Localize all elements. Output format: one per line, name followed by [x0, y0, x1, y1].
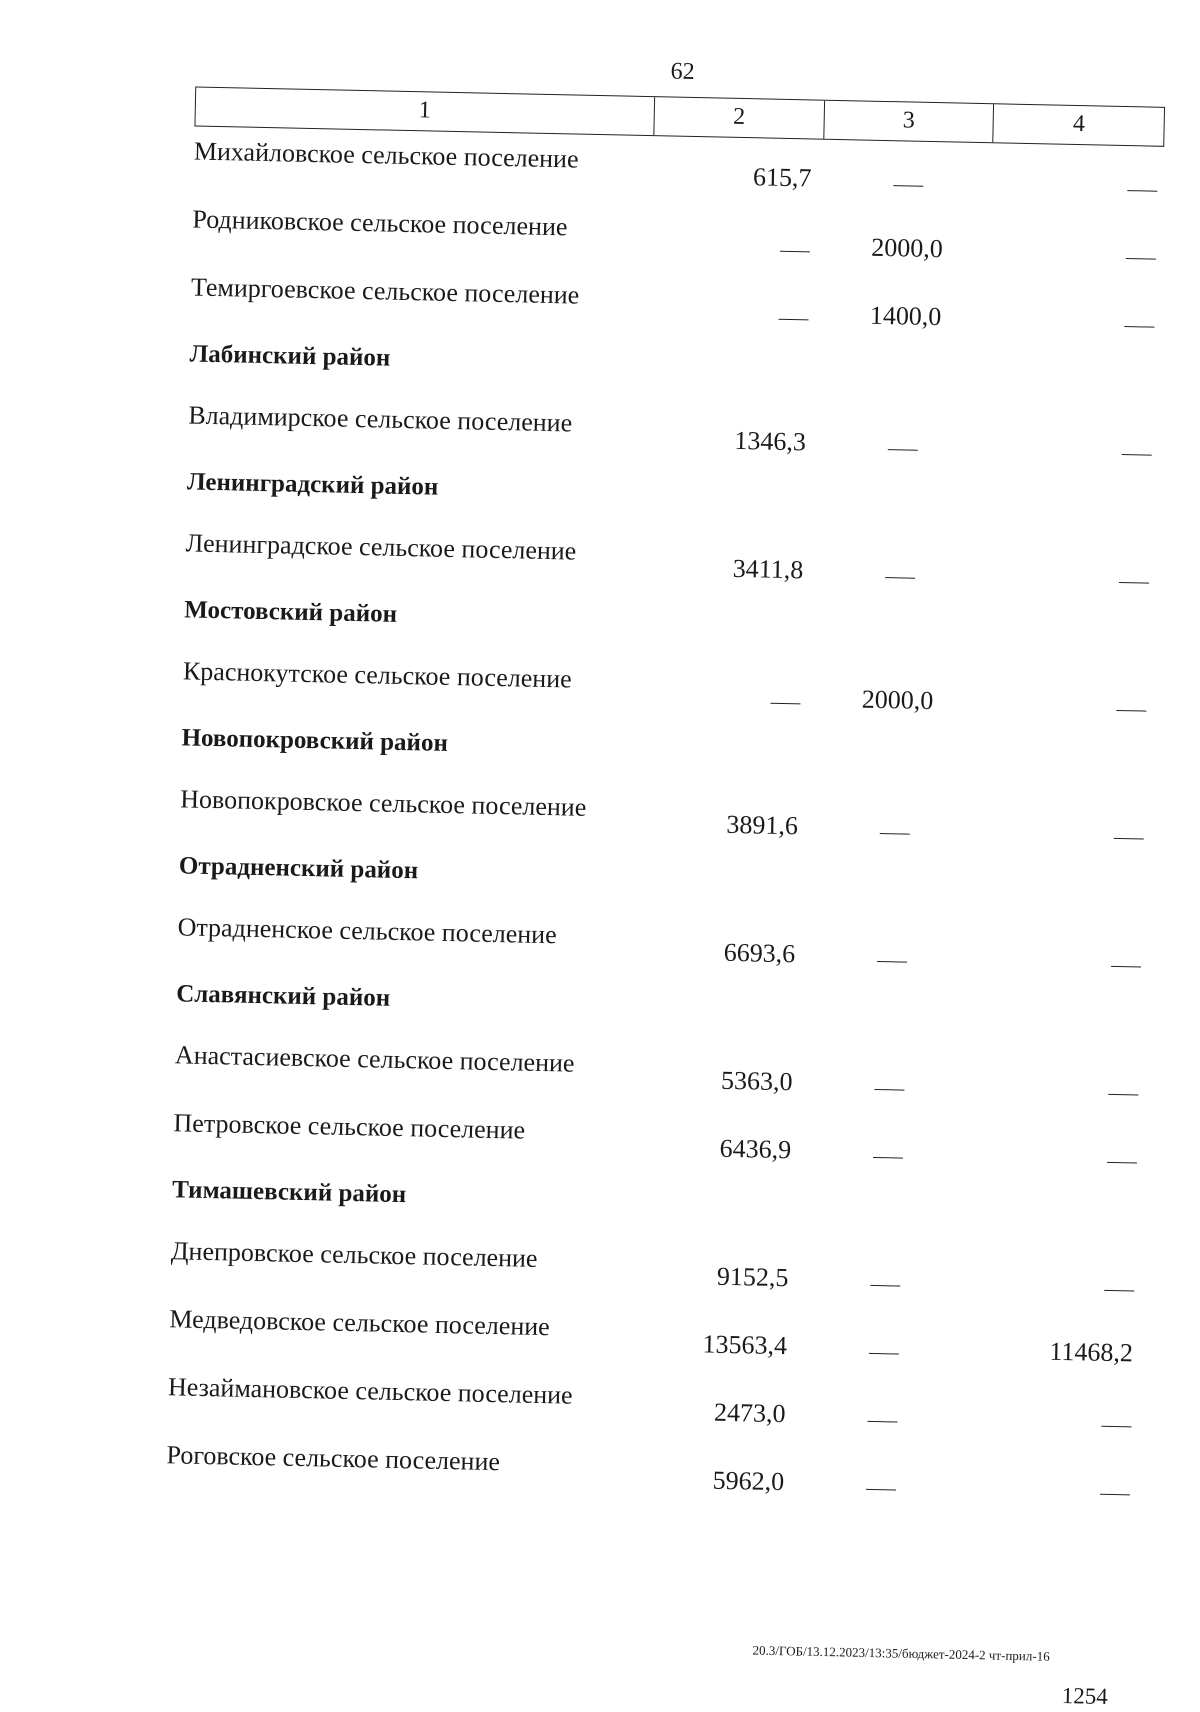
empty-value-col-3	[800, 1249, 971, 1297]
settlement-name: Темиргоевское сельское поселение	[190, 272, 580, 310]
value-col-3: 2000,0	[870, 232, 944, 264]
header-col-2: 2	[654, 97, 824, 139]
value-col-2: 1346,3	[734, 425, 807, 457]
dash-mark	[1126, 258, 1156, 260]
value-col-3: 1400,0	[869, 300, 942, 332]
empty-value-col-3	[807, 926, 978, 974]
settlement-name: Михайловское сельское поселение	[193, 136, 579, 174]
district-name: Тимашевский район	[171, 1176, 407, 1209]
district-name: Новопокровский район	[181, 724, 449, 757]
settlement-name: Владимирское сельское поселение	[188, 400, 573, 438]
dash-mark	[893, 185, 923, 187]
dash-mark	[888, 449, 918, 451]
dash-mark	[880, 833, 910, 835]
dash-mark	[780, 250, 810, 252]
empty-value-col-4	[980, 801, 1151, 849]
dash-mark	[870, 1284, 900, 1286]
settlement-name: Отрадненское сельское поселение	[177, 912, 557, 950]
value-col-2: 6436,9	[719, 1133, 792, 1165]
settlement-name: Незаймановское сельское поселение	[167, 1372, 573, 1410]
table-header	[194, 87, 1165, 147]
empty-value-col-4	[985, 545, 1156, 593]
value-col-2: 3411,8	[732, 553, 804, 585]
document-stamp: 20.3/ГОБ/13.12.2023/13:35/бюджет-2024-2 чт-прил-16	[752, 1642, 1050, 1664]
value-col-3: 2000,0	[861, 684, 934, 716]
dash-mark	[779, 318, 809, 320]
dash-mark	[1108, 1093, 1138, 1095]
empty-value-col-2	[652, 214, 823, 262]
dash-mark	[869, 1352, 899, 1354]
empty-value-col-4	[993, 153, 1164, 201]
empty-value-col-3	[823, 150, 994, 198]
header-col-4: 4	[1072, 110, 1086, 138]
empty-value-col-3	[810, 798, 981, 846]
district-name: Лабинский район	[189, 340, 391, 372]
dash-mark	[1122, 454, 1152, 456]
empty-value-col-3	[803, 1121, 974, 1169]
value-col-2: 2473,0	[713, 1397, 786, 1429]
dash-mark	[877, 961, 907, 963]
district-name: Отрадненский район	[178, 852, 419, 885]
dash-mark	[1119, 582, 1149, 584]
empty-value-col-3	[804, 1054, 975, 1102]
table-body	[165, 137, 1164, 1529]
dash-mark	[1104, 1289, 1134, 1291]
empty-value-col-4	[982, 673, 1153, 721]
dash-mark	[874, 1088, 904, 1090]
empty-value-col-4	[974, 1057, 1145, 1105]
dash-mark	[1127, 190, 1157, 192]
value-col-2: 615,7	[752, 162, 812, 193]
district-name: Мостовский район	[184, 596, 398, 628]
empty-value-col-3	[799, 1317, 970, 1365]
empty-value-col-4	[992, 221, 1163, 269]
dash-mark	[873, 1156, 903, 1158]
empty-value-col-4	[966, 1457, 1137, 1505]
empty-value-col-3	[815, 542, 986, 590]
settlement-name: Ленинградское сельское поселение	[185, 528, 577, 566]
value-col-2: 9152,5	[716, 1261, 789, 1293]
dash-mark	[1114, 837, 1144, 839]
settlement-name: Днепровское сельское поселение	[170, 1236, 538, 1273]
empty-value-col-4	[988, 417, 1159, 465]
dash-mark	[867, 1420, 897, 1422]
dash-mark	[1107, 1161, 1137, 1163]
dash-mark	[1116, 709, 1146, 711]
value-col-2: 6693,6	[723, 937, 796, 969]
dash-mark	[1124, 326, 1154, 328]
empty-value-col-3	[796, 1453, 967, 1501]
empty-value-col-3	[818, 414, 989, 462]
settlement-name: Медведовское сельское поселение	[169, 1304, 551, 1342]
value-col-2: 5363,0	[720, 1065, 793, 1097]
settlement-name: Петровское сельское поселение	[173, 1108, 526, 1145]
empty-value-col-4	[973, 1125, 1144, 1173]
value-col-2: 13563,4	[702, 1329, 788, 1361]
district-name: Ленинградский район	[186, 468, 439, 501]
district-name: Славянский район	[175, 980, 391, 1012]
dash-mark	[866, 1488, 896, 1490]
settlement-name: Роговское сельское поселение	[166, 1440, 501, 1477]
settlement-name: Анастасиевское сельское поселение	[174, 1040, 575, 1078]
empty-value-col-4	[977, 929, 1148, 977]
empty-value-col-3	[797, 1385, 968, 1433]
value-col-2: 3891,6	[726, 809, 799, 841]
footer-page-number: 1254	[1061, 1683, 1109, 1709]
settlement-name: Родниковское сельское поселение	[192, 204, 568, 242]
value-col-4: 11468,2	[1049, 1336, 1134, 1368]
empty-value-col-2	[650, 282, 821, 330]
value-col-2: 5962,0	[712, 1465, 785, 1497]
dash-mark	[770, 702, 800, 704]
page-number: 62	[670, 58, 695, 85]
header-col-1: 1	[195, 88, 655, 136]
dash-mark	[885, 577, 915, 579]
dash-mark	[1101, 1425, 1131, 1427]
settlement-name: Краснокутское сельское поселение	[182, 656, 573, 694]
empty-value-col-4	[970, 1253, 1141, 1301]
settlement-name: Новопокровское сельское поселение	[180, 784, 587, 822]
empty-value-col-2	[642, 666, 813, 714]
empty-value-col-4	[967, 1389, 1138, 1437]
dash-mark	[1111, 965, 1141, 967]
dash-mark	[1100, 1493, 1130, 1495]
header-col-3: 3	[824, 101, 994, 143]
empty-value-col-4	[990, 289, 1161, 337]
